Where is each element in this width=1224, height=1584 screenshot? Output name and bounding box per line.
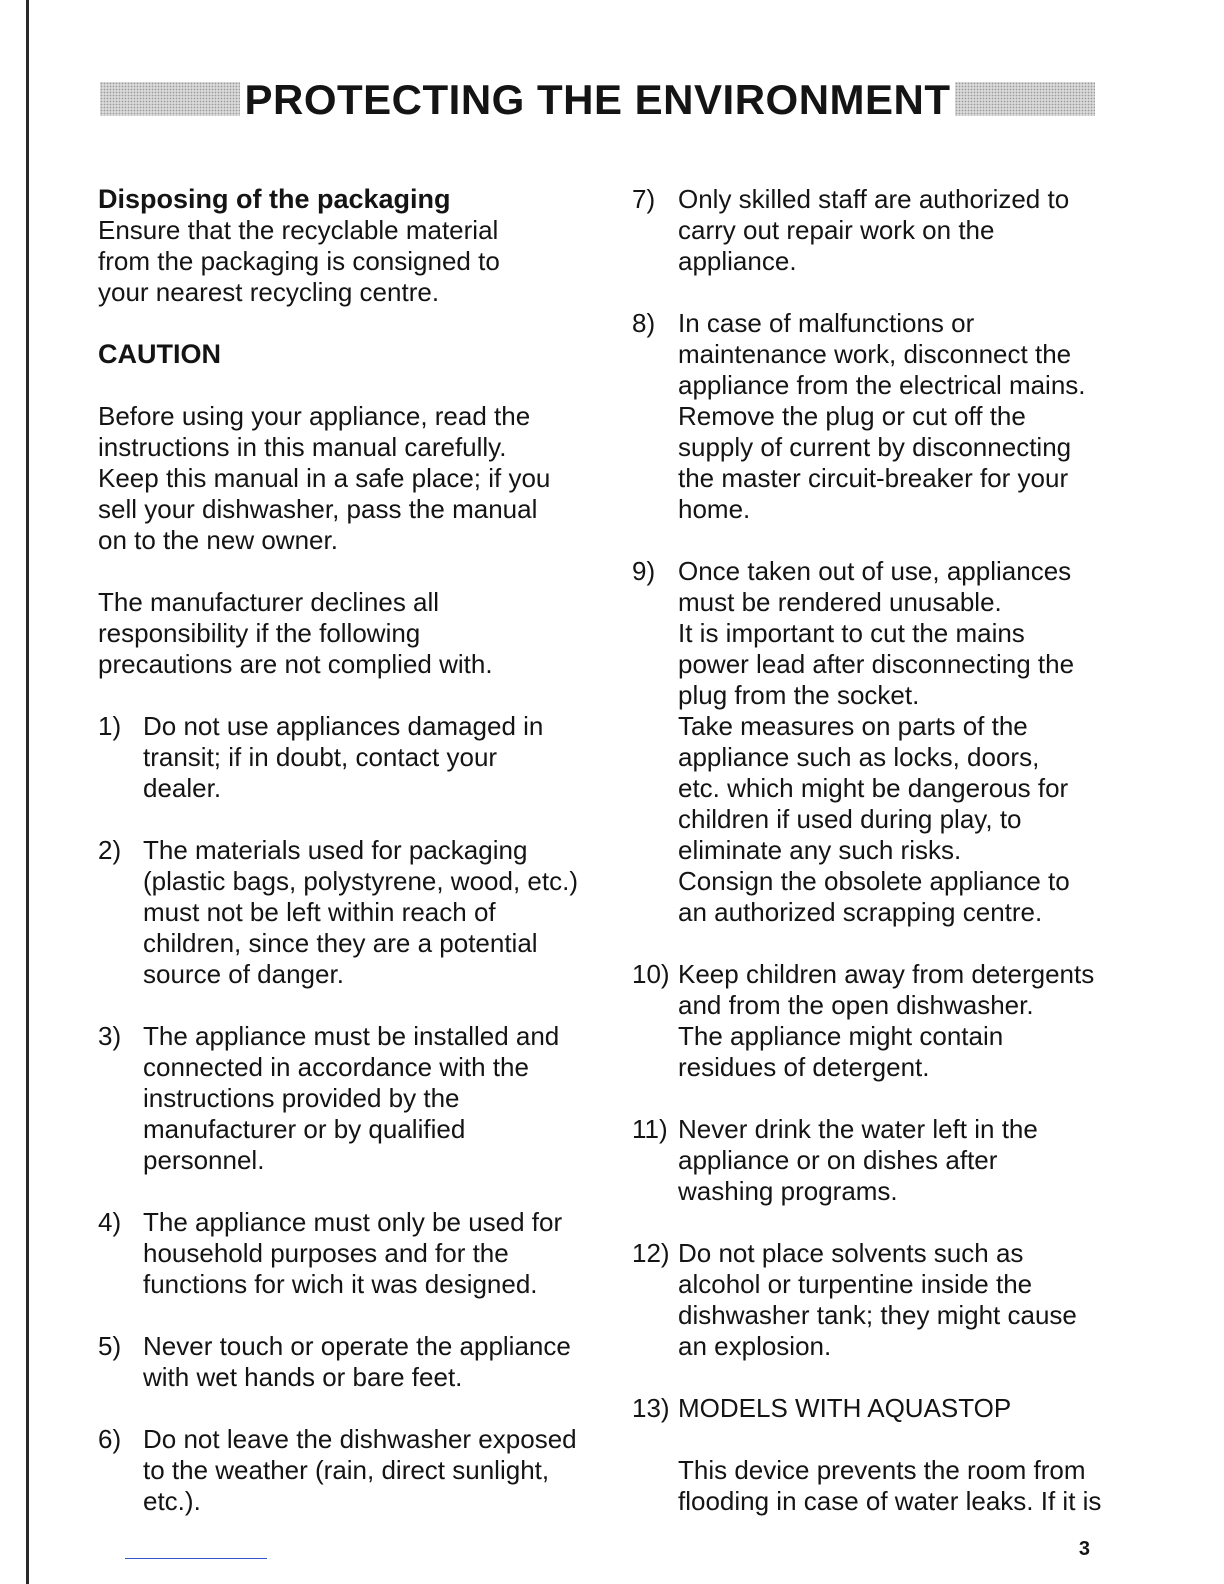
text-line: power lead after disconnecting the [678,649,1075,679]
caution-heading: CAUTION [98,339,221,369]
text-line: source of danger. [143,959,344,989]
item-text [678,1238,1112,1362]
text-line: from the packaging is consigned to [98,246,500,276]
list-item [632,1114,1112,1207]
item-number: 3) [98,1021,122,1051]
item-number: 10) [632,959,670,989]
text-line: alcohol or turpentine inside the [678,1269,1033,1299]
text-line: Never drink the water left in the [678,1114,1038,1144]
list-item [632,556,1112,928]
text-line: with wet hands or bare feet. [143,1362,463,1392]
text-line: Keep children away from detergents [678,959,1095,989]
item-number: 8) [632,308,656,338]
text-line: flooding in case of water leaks. If it is [678,1486,1102,1516]
text-line: must not be left within reach of [143,897,496,927]
text-line: Once taken out of use, appliances [678,556,1072,586]
item-text [678,184,1112,277]
text-line: must be rendered unusable. [678,587,1002,617]
item-number: 4) [98,1207,122,1237]
text-line: eliminate any such risks. [678,835,962,865]
title-decoration-left [100,82,240,116]
text-line: supply of current by disconnecting [678,432,1072,462]
text-line: transit; if in doubt, contact your dealer. [143,742,498,803]
text-line: The manufacturer declines all [98,587,440,617]
text-line: instructions in this manual carefully. [98,432,507,462]
packaging-text [98,215,578,308]
title-decoration-right [955,82,1095,116]
list-item [98,1424,578,1517]
item-number: 2) [98,835,122,865]
item-text [143,1021,578,1176]
caution-text [98,401,578,556]
item-text [678,959,1112,1083]
packaging-heading: Disposing of the packaging [98,184,451,214]
text-line: The materials used for packaging [143,835,528,865]
page-number: 3 [1078,1538,1090,1560]
text-line: Never touch or operate the appliance [143,1331,571,1361]
text-line: Do not place solvents such as [678,1238,1024,1268]
text-line: etc. which might be dangerous for [678,773,1069,803]
text-line: instructions provided by the [143,1083,460,1113]
text-line: Remove the plug or cut off the [678,401,1026,431]
list-item [632,184,1112,277]
right-column [632,184,1112,1517]
text-line: an authorized scrapping centre. [678,897,1043,927]
text-line: dishwasher tank; they might cause [678,1300,1077,1330]
list-item [98,1207,578,1300]
item-text [143,1331,578,1393]
item-number: 6) [98,1424,122,1454]
text-line: In case of malfunctions or [678,308,975,338]
text-line: Only skilled staff are authorized to [678,184,1070,214]
text-line: household purposes and for the [143,1238,509,1268]
item-text [678,556,1112,928]
text-line: The appliance must only be used for [143,1207,563,1237]
text-line: Keep this manual in a safe place; if you [98,463,551,493]
list-item [98,711,578,804]
text-line: The appliance must be installed and [143,1021,560,1051]
page-edge-line [26,0,29,1584]
text-line: Ensure that the recyclable material [98,215,499,245]
text-line: an explosion. [678,1331,832,1361]
page-title: PROTECTING THE ENVIRONMENT [244,76,951,123]
text-line: Do not use appliances damaged in [143,711,544,741]
aquastop-description [632,1455,1112,1517]
item-text [143,835,578,990]
text-line: personnel. [143,1145,265,1175]
text-line: Consign the obsolete appliance to [678,866,1070,896]
text-line: Do not leave the dishwasher exposed [143,1424,577,1454]
text-line: children if used during play, to [678,804,1022,834]
text-line: MODELS WITH AQUASTOP [678,1393,1012,1423]
item-number: 9) [632,556,656,586]
text-line: functions for wich it was designed. [143,1269,538,1299]
text-line: manufacturer or by qualified [143,1114,466,1144]
text-line: the master circuit-breaker for your [678,463,1069,493]
footer-rule [125,1558,267,1559]
text-line: appliance from the electrical mains. [678,370,1086,400]
list-item [632,308,1112,525]
list-item [98,1021,578,1176]
item-number: 1) [98,711,122,741]
item-text [143,711,578,804]
list-item [632,1238,1112,1362]
text-line: Take measures on parts of the [678,711,1028,741]
text-line: appliance or on dishes after [678,1145,998,1175]
item-text [678,1393,1112,1424]
text-line: This device prevents the room from [678,1455,1086,1485]
text-line: residues of detergent. [678,1052,930,1082]
text-line: carry out repair work on the appliance. [678,215,995,276]
text-line: etc.). [143,1486,201,1516]
item-text [678,1114,1112,1207]
text-line: sell your dishwasher, pass the manual [98,494,538,524]
list-item [632,1393,1112,1424]
item-number: 5) [98,1331,122,1361]
text-line: (plastic bags, polystyrene, wood, etc.) [143,866,578,896]
text-line: children, since they are a potential [143,928,538,958]
item-text [678,308,1112,525]
item-number: 7) [632,184,656,214]
text-line: responsibility if the following [98,618,421,648]
text-line: your nearest recycling centre. [98,277,440,307]
text-line: precautions are not complied with. [98,649,493,679]
list-item [98,1331,578,1393]
list-item [98,835,578,990]
text-line: on to the new owner. [98,525,338,555]
text-line: The appliance might contain [678,1021,1004,1051]
text-line: appliance such as locks, doors, [678,742,1040,772]
text-line: It is important to cut the mains [678,618,1025,648]
text-line: to the weather (rain, direct sunlight, [143,1455,550,1485]
text-line: connected in accordance with the [143,1052,529,1082]
item-number: 12) [632,1238,670,1268]
item-text [143,1207,578,1300]
left-column [98,184,578,1517]
text-line: washing programs. [678,1176,898,1206]
list-item [632,959,1112,1083]
text-line: home. [678,494,751,524]
item-number: 13) [632,1393,670,1423]
disclaimer-text [98,587,578,680]
text-line: and from the open dishwasher. [678,990,1034,1020]
text-line: maintenance work, disconnect the [678,339,1072,369]
item-text [143,1424,578,1517]
text-line: Before using your appliance, read the [98,401,531,431]
item-number: 11) [632,1114,668,1144]
text-line: plug from the socket. [678,680,920,710]
